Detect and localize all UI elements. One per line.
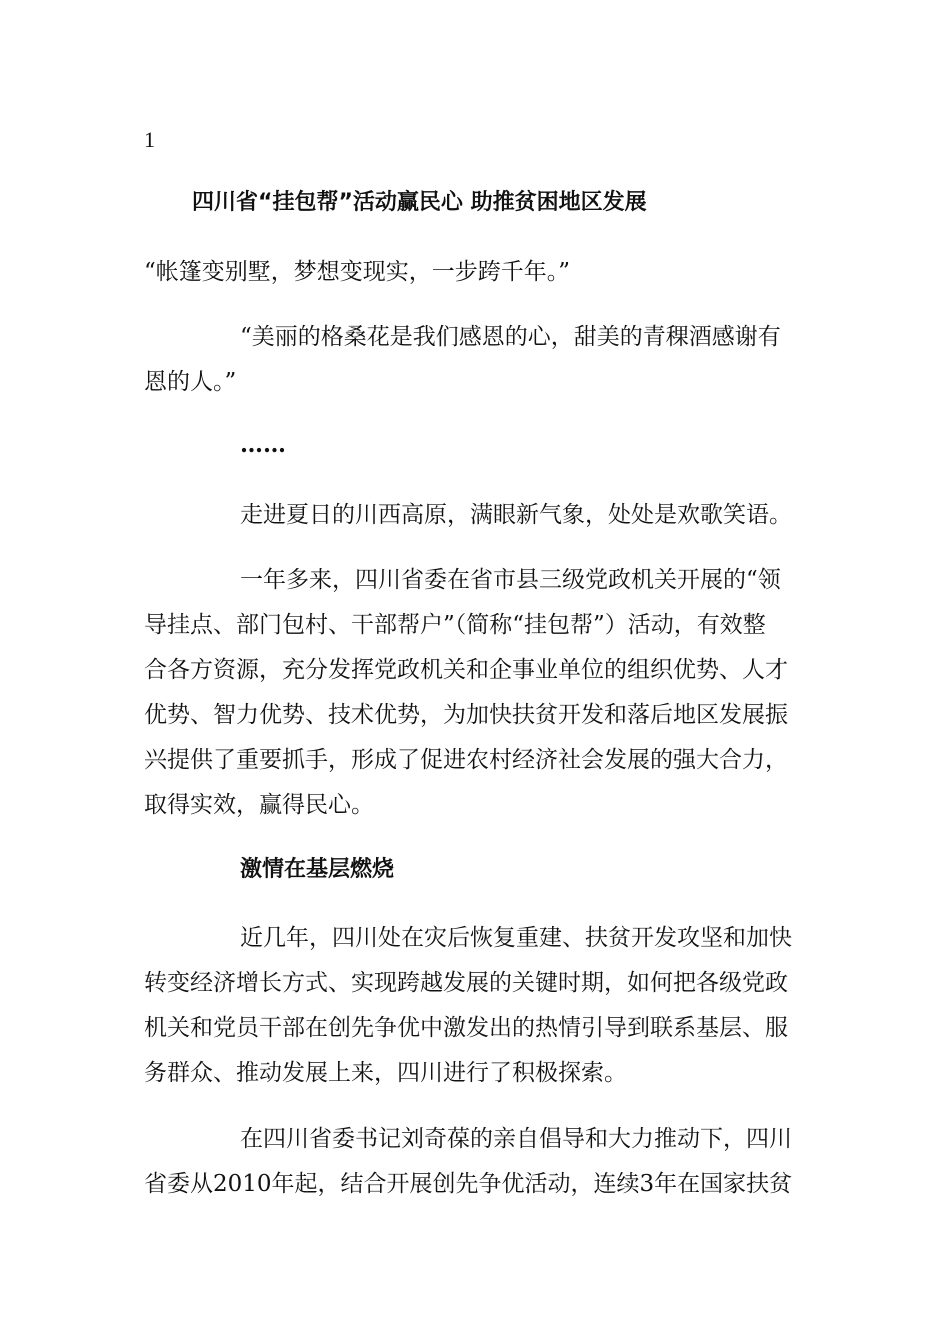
- paragraph-4-line-2: 省委从2010年起，结合开展创先争优活动，连续3年在国家扶贫: [144, 1171, 793, 1197]
- paragraph-2-line-4: 优势、智力优势、技术优势，为加快扶贫开发和落后地区发展振: [144, 702, 788, 728]
- paragraph-1: 走进夏日的川西高原，满眼新气象，处处是欢歌笑语。: [240, 502, 792, 528]
- document-title: 四川省“挂包帮”活动赢民心 助推贫困地区发展: [192, 190, 647, 215]
- paragraph-3-line-2: 转变经济增长方式、实现跨越发展的关键时期，如何把各级党政: [144, 970, 788, 996]
- paragraph-2-line-5: 兴提供了重要抓手，形成了促进农村经济社会发展的强大合力，: [144, 747, 788, 773]
- paragraph-2-line-1: 一年多来，四川省委在省市县三级党政机关开展的“领: [240, 567, 781, 593]
- paragraph-4-line-1: 在四川省委书记刘奇葆的亲自倡导和大力推动下，四川: [240, 1126, 792, 1152]
- page-number: 1: [144, 127, 155, 152]
- ellipsis: ……: [240, 431, 286, 458]
- paragraph-2-line-6: 取得实效，赢得民心。: [144, 792, 374, 818]
- paragraph-3-line-3: 机关和党员干部在创先争优中激发出的热情引导到联系基层、服: [144, 1015, 788, 1041]
- quote-2-line-1: “美丽的格桑花是我们感恩的心，甜美的青稞酒感谢有: [240, 324, 781, 350]
- section-heading: 激情在基层燃烧: [240, 857, 395, 882]
- quote-1: “帐篷变别墅，梦想变现实，一步跨千年。”: [144, 259, 571, 285]
- paragraph-2-line-2: 导挂点、部门包村、干部帮户”（简称“挂包帮”）活动，有效整: [144, 612, 766, 638]
- quote-2-line-2: 恩的人。”: [144, 369, 237, 395]
- paragraph-2-line-3: 合各方资源，充分发挥党政机关和企事业单位的组织优势、人才: [144, 657, 788, 683]
- paragraph-3-line-1: 近几年，四川处在灾后恢复重建、扶贫开发攻坚和加快: [240, 925, 792, 951]
- paragraph-3-line-4: 务群众、推动发展上来，四川进行了积极探索。: [144, 1060, 627, 1086]
